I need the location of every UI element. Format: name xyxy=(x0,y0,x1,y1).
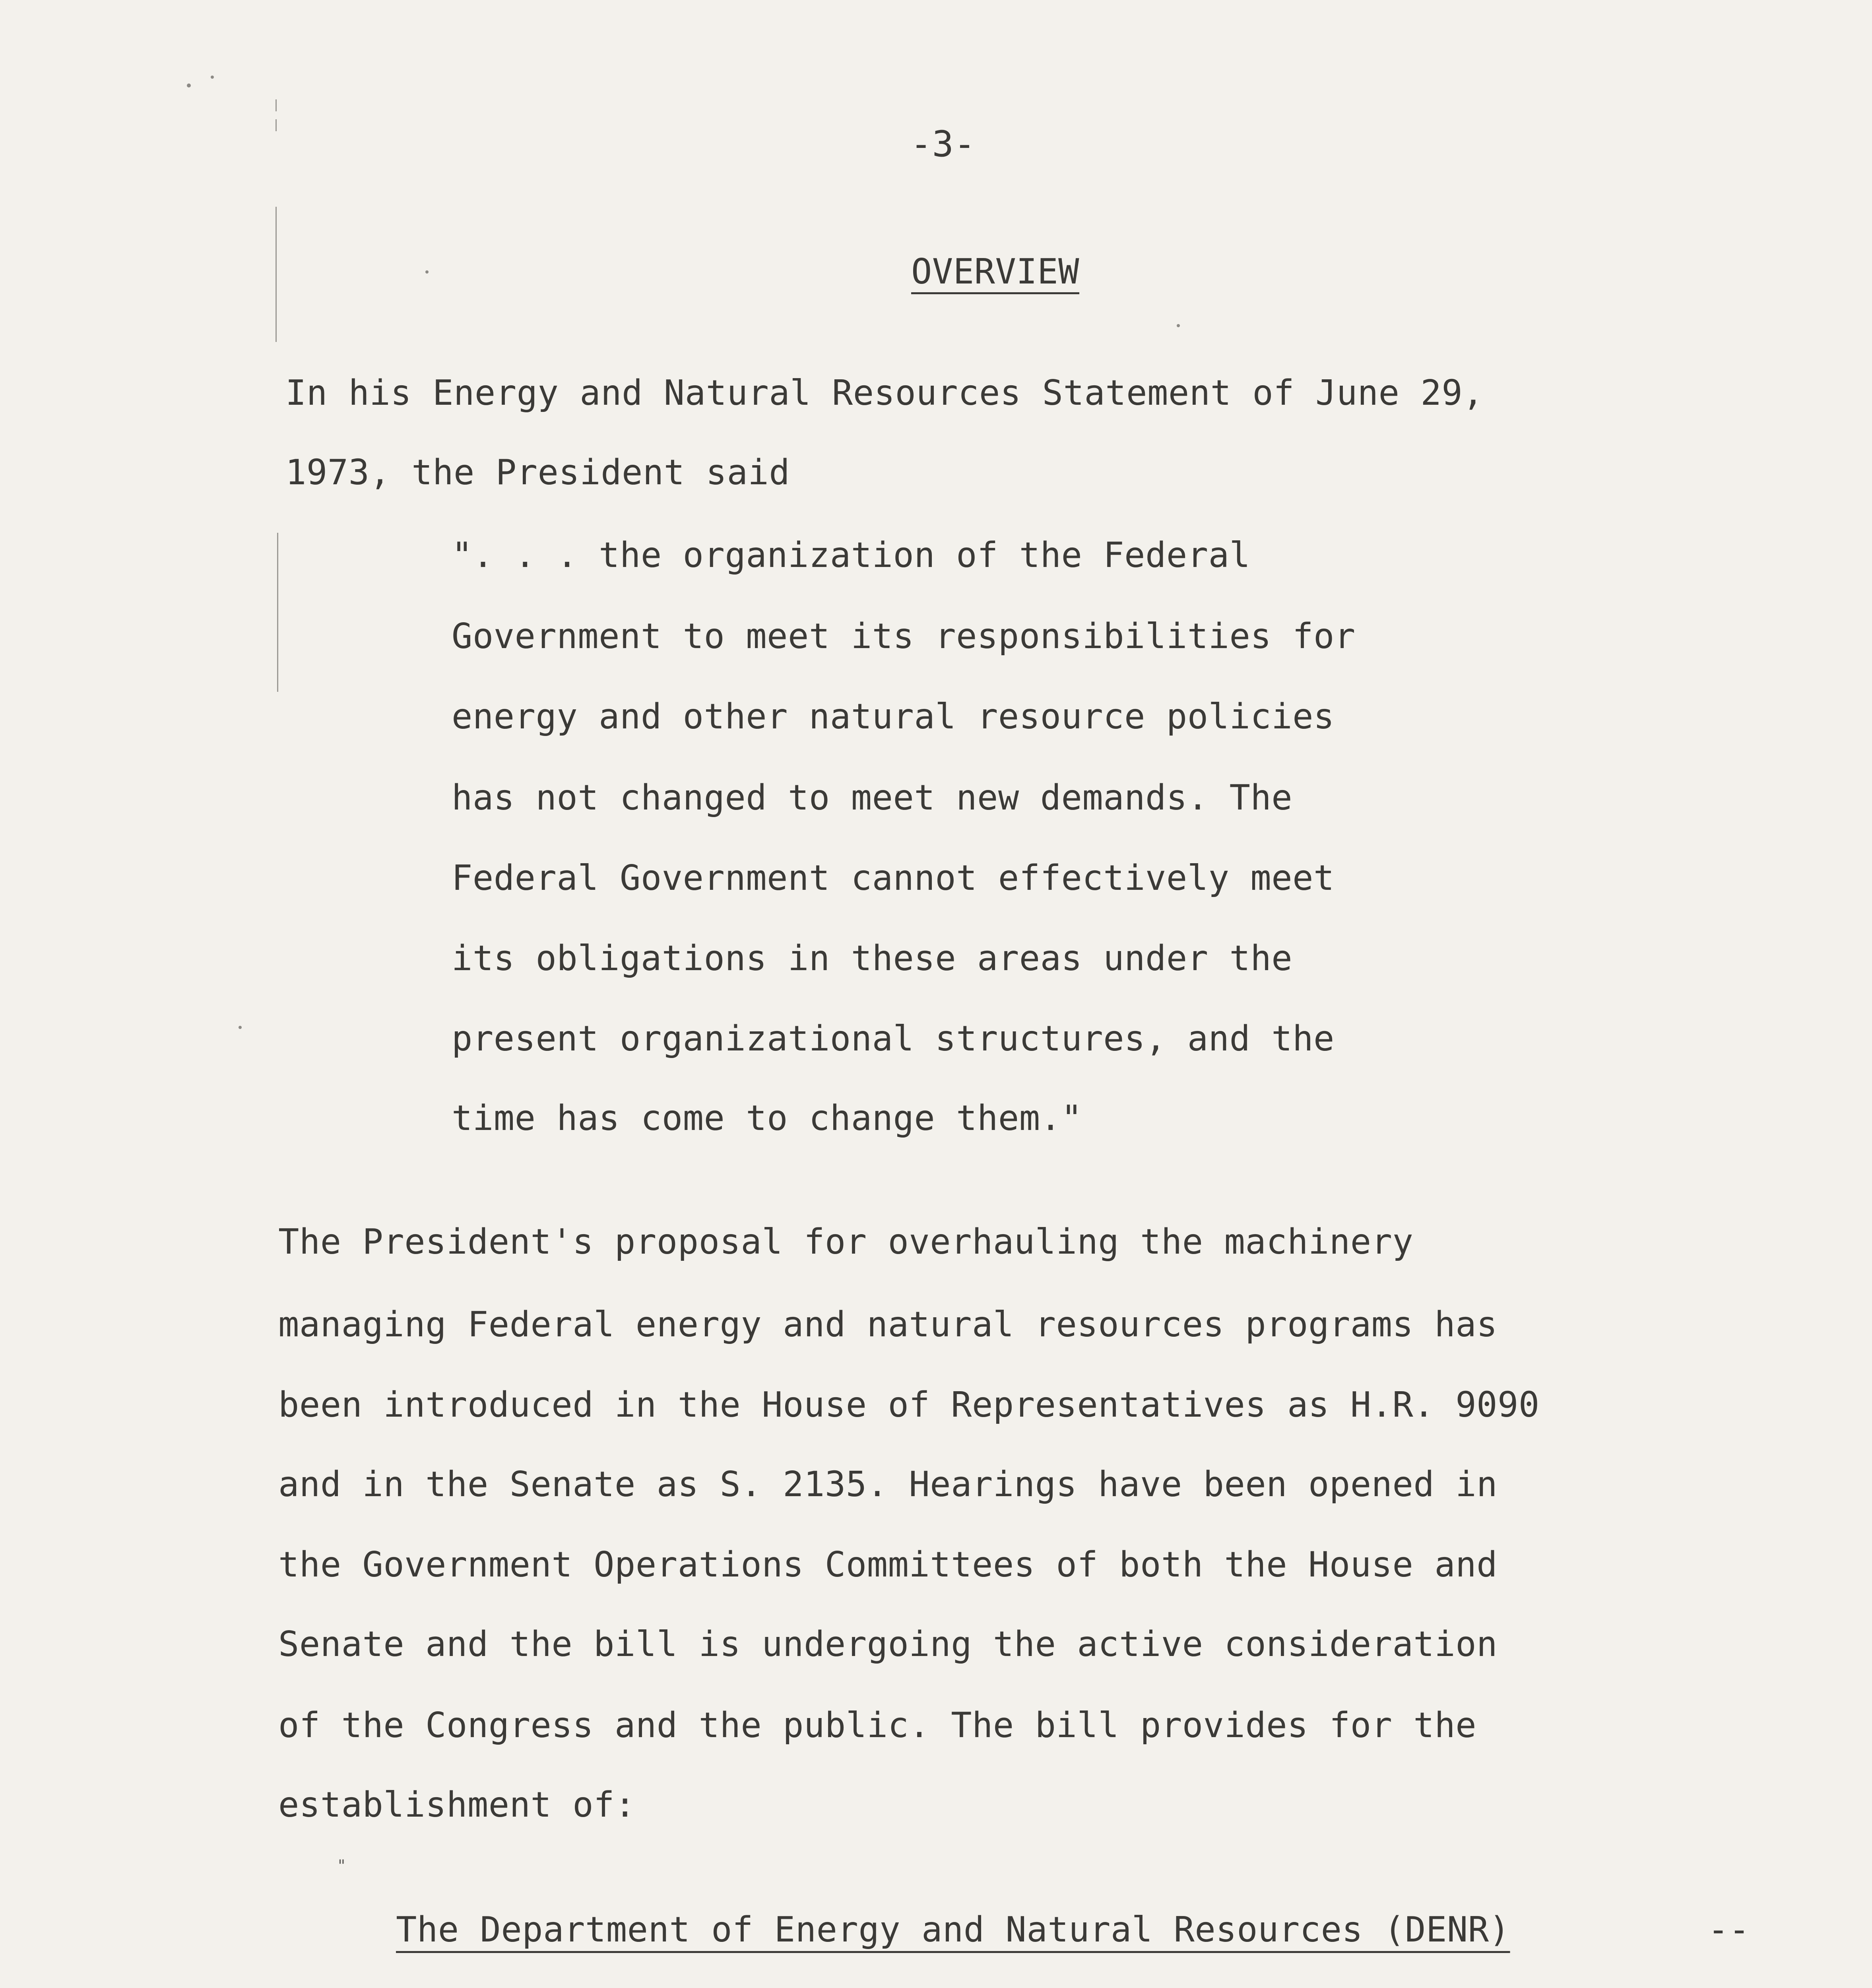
margin-mark xyxy=(275,119,277,131)
paragraph-line: and in the Senate as S. 2135. Hearings have been opened in xyxy=(278,1464,1498,1505)
quote-line: ". . . the organization of the Federal xyxy=(452,535,1251,575)
paragraph-line: of the Congress and the public. The bill provides for the xyxy=(278,1705,1477,1745)
paragraph-line: the Government Operations Committees of both the House and xyxy=(278,1544,1498,1585)
section-heading: OVERVIEW xyxy=(911,251,1080,292)
paragraph-line: Senate and the bill is undergoing the active consideration xyxy=(278,1624,1498,1664)
paragraph-line: 1973, the President said xyxy=(285,452,790,493)
speck xyxy=(187,83,191,87)
paragraph-line: establishment of: xyxy=(278,1784,636,1825)
margin-mark xyxy=(275,207,277,342)
speck xyxy=(239,1026,242,1029)
speck xyxy=(425,270,429,274)
paragraph-line: In his Energy and Natural Resources Statement of June 29, xyxy=(285,373,1484,413)
stray-quote-mark: " xyxy=(338,1857,345,1875)
speck xyxy=(211,76,214,79)
quote-line: energy and other natural resource policies xyxy=(452,696,1335,737)
quote-line: Federal Government cannot effectively meet xyxy=(452,858,1335,898)
quote-line: has not changed to meet new demands. The xyxy=(452,777,1293,818)
speck xyxy=(1177,324,1180,327)
page-number: -3- xyxy=(910,123,976,165)
quote-line: time has come to change them." xyxy=(452,1098,1082,1138)
item-dash: -- xyxy=(1708,1909,1750,1950)
quote-line: present organizational structures, and the xyxy=(452,1018,1335,1059)
quote-line: its obligations in these areas under the xyxy=(452,938,1293,978)
item-title: The Department of Energy and Natural Resources (DENR) xyxy=(396,1909,1510,1950)
paragraph-line: been introduced in the House of Representatives as H.R. 9090 xyxy=(278,1384,1540,1425)
quote-line: Government to meet its responsibilities for xyxy=(452,616,1356,656)
margin-mark xyxy=(277,533,278,692)
margin-mark xyxy=(275,99,277,111)
paragraph-line: The President's proposal for overhauling the machinery xyxy=(278,1221,1414,1262)
paragraph-line: managing Federal energy and natural resources programs has xyxy=(278,1304,1498,1345)
